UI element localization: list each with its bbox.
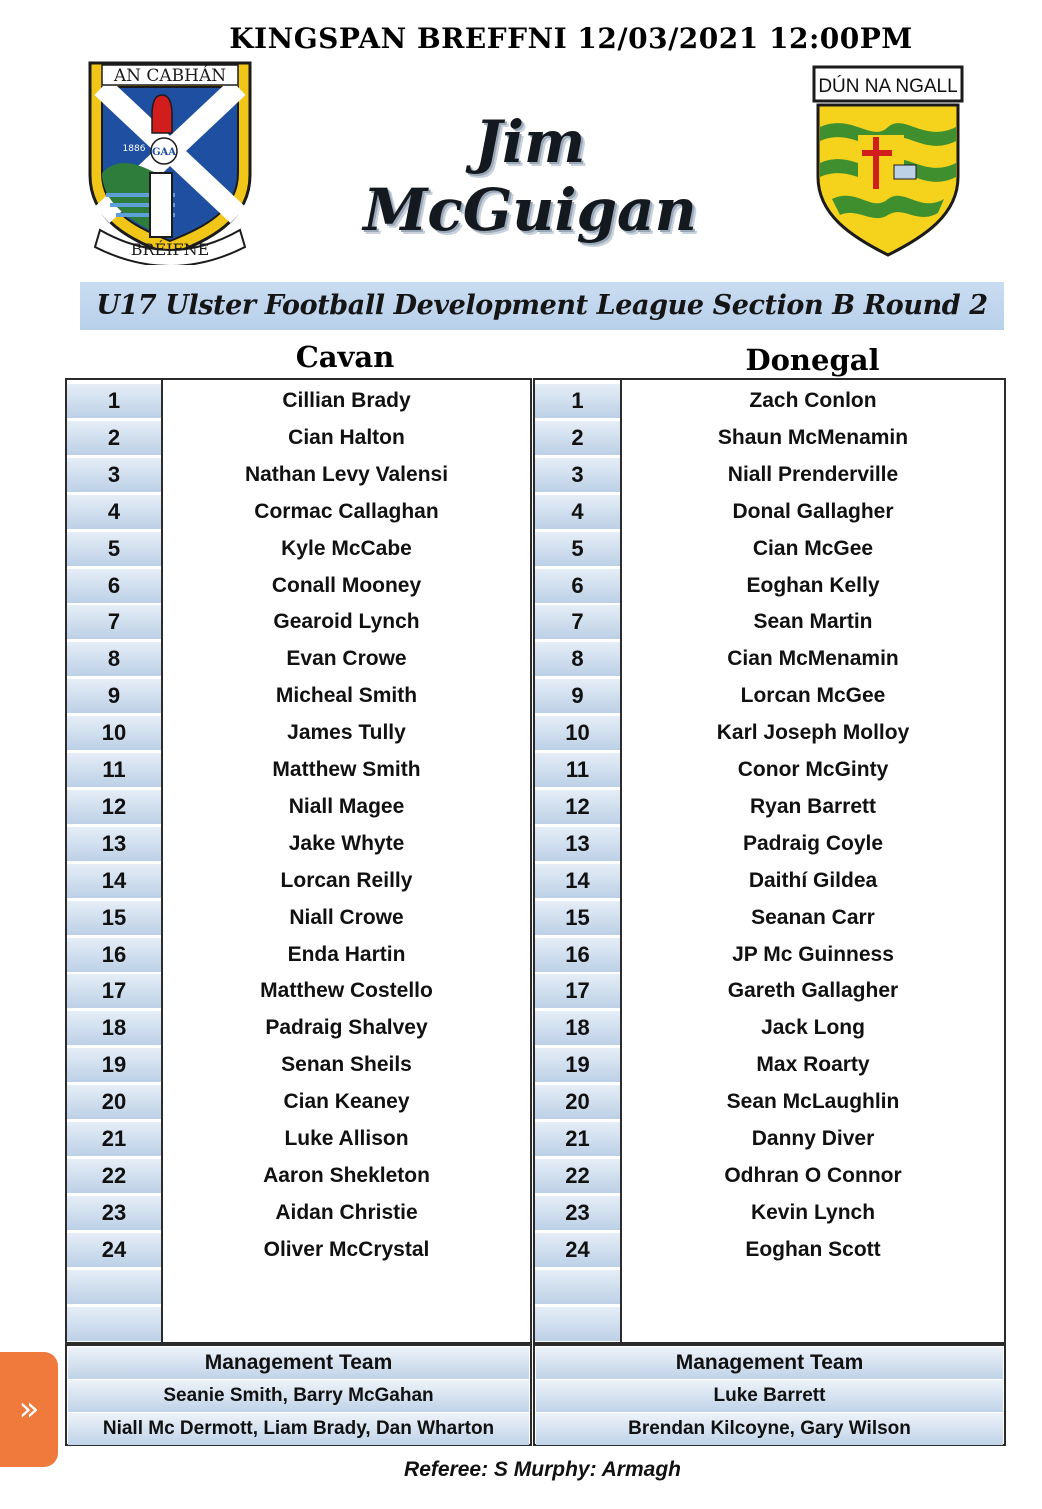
player-number: 9 bbox=[535, 679, 620, 713]
player-number: 24 bbox=[67, 1233, 161, 1267]
player-name: JP Mc Guinness bbox=[732, 942, 894, 966]
player-name: Gearoid Lynch bbox=[273, 610, 420, 634]
player-number: 2 bbox=[67, 421, 161, 455]
roster-left bbox=[65, 378, 532, 1344]
competition-title: U17 Ulster Football Development League Section B Round 2 bbox=[80, 282, 1004, 330]
player-number: 4 bbox=[535, 495, 620, 529]
player-number: 17 bbox=[67, 974, 161, 1008]
player-name: Aidan Christie bbox=[275, 1200, 418, 1224]
table-row bbox=[67, 458, 530, 495]
management-heading: Management Team bbox=[536, 1347, 1003, 1379]
player-name: Conall Mooney bbox=[271, 573, 422, 597]
double-chevron-right-icon[interactable]: » bbox=[0, 1352, 58, 1467]
table-row bbox=[67, 642, 530, 679]
player-number: 6 bbox=[535, 569, 620, 603]
player-number: 20 bbox=[535, 1085, 620, 1119]
player-number: 3 bbox=[67, 458, 161, 492]
table-row bbox=[535, 1011, 1004, 1048]
player-number: 10 bbox=[67, 716, 161, 750]
table-row bbox=[535, 569, 1004, 606]
table-row bbox=[535, 605, 1004, 642]
player-number: 11 bbox=[67, 753, 161, 787]
table-row bbox=[67, 1233, 530, 1270]
table-row bbox=[535, 532, 1004, 569]
event-name: Jim McGuigan bbox=[363, 108, 697, 244]
player-number: 21 bbox=[535, 1122, 620, 1156]
player-name: Cian McGee bbox=[752, 536, 874, 560]
player-name: Lorcan Reilly bbox=[280, 868, 413, 892]
management-heading: Management Team bbox=[68, 1347, 529, 1379]
cavan-crest-bottom-text: BRÉIFNE bbox=[130, 240, 210, 259]
player-number: 1 bbox=[67, 384, 161, 418]
table-row bbox=[535, 827, 1004, 864]
player-number bbox=[535, 1307, 620, 1341]
player-name: Matthew Costello bbox=[260, 979, 433, 1003]
player-number: 20 bbox=[67, 1085, 161, 1119]
management-line: Niall Mc Dermott, Liam Brady, Dan Wharton bbox=[68, 1413, 529, 1445]
table-row bbox=[67, 605, 530, 642]
table-row bbox=[535, 901, 1004, 938]
table-row bbox=[535, 384, 1004, 421]
management-line: Brendan Kilcoyne, Gary Wilson bbox=[536, 1413, 1003, 1445]
table-row bbox=[67, 421, 530, 458]
cavan-crest-top-text: AN CABHÁN bbox=[113, 66, 227, 86]
player-number: 11 bbox=[535, 753, 620, 787]
player-number: 10 bbox=[535, 716, 620, 750]
table-row bbox=[67, 790, 530, 827]
table-row bbox=[67, 1085, 530, 1122]
player-name: Ryan Barrett bbox=[749, 794, 877, 818]
player-number: 4 bbox=[67, 495, 161, 529]
player-number: 9 bbox=[67, 679, 161, 713]
player-name: Matthew Smith bbox=[272, 758, 421, 781]
player-number: 24 bbox=[535, 1233, 620, 1267]
table-row bbox=[67, 532, 530, 569]
player-name: Karl Joseph Molloy bbox=[716, 721, 910, 745]
player-number: 12 bbox=[535, 790, 620, 824]
player-number: 5 bbox=[535, 532, 620, 566]
player-number: 5 bbox=[67, 532, 161, 566]
player-name: Shaun McMenamin bbox=[717, 425, 909, 449]
player-name: Conor McGinty bbox=[737, 758, 889, 781]
player-number: 13 bbox=[535, 827, 620, 861]
table-row bbox=[535, 458, 1004, 495]
cavan-crest-icon bbox=[80, 55, 260, 265]
player-number: 8 bbox=[67, 642, 161, 676]
player-number: 21 bbox=[67, 1122, 161, 1156]
player-name: Luke Allison bbox=[284, 1127, 409, 1150]
player-number: 23 bbox=[67, 1196, 161, 1230]
player-number: 8 bbox=[535, 642, 620, 676]
table-row bbox=[67, 1011, 530, 1048]
player-number: 22 bbox=[535, 1159, 620, 1193]
player-name: Donal Gallagher bbox=[732, 499, 894, 523]
player-name: Sean McLaughlin bbox=[726, 1090, 900, 1114]
management-line: Luke Barrett bbox=[536, 1380, 1003, 1412]
player-name: Nathan Levy Valensi bbox=[244, 462, 449, 486]
team-name-left: Cavan bbox=[295, 340, 395, 374]
table-row bbox=[67, 864, 530, 901]
table-row bbox=[535, 1122, 1004, 1159]
player-name: Niall Magee bbox=[288, 794, 405, 818]
table-row bbox=[67, 938, 530, 975]
table-row bbox=[535, 1270, 1004, 1307]
player-name: Cian Halton bbox=[288, 425, 405, 449]
player-name: Evan Crowe bbox=[286, 647, 407, 671]
table-row bbox=[535, 495, 1004, 532]
table-row bbox=[67, 753, 530, 790]
table-row bbox=[67, 827, 530, 864]
table-row bbox=[67, 974, 530, 1011]
player-number: 22 bbox=[67, 1159, 161, 1193]
player-name: Micheal Smith bbox=[275, 684, 418, 708]
table-row bbox=[67, 901, 530, 938]
player-number: 14 bbox=[535, 864, 620, 898]
table-row bbox=[535, 1048, 1004, 1085]
player-number: 23 bbox=[535, 1196, 620, 1230]
table-row bbox=[67, 569, 530, 606]
player-number: 19 bbox=[67, 1048, 161, 1082]
table-row bbox=[67, 1196, 530, 1233]
management-line: Seanie Smith, Barry McGahan bbox=[68, 1380, 529, 1412]
player-name: Cormac Callaghan bbox=[254, 499, 439, 523]
player-number: 7 bbox=[67, 605, 161, 639]
player-name: Niall Crowe bbox=[289, 905, 404, 929]
cavan-crest-year: 1886 bbox=[122, 144, 146, 154]
table-row bbox=[67, 1122, 530, 1159]
player-name: Cian McMenamin bbox=[727, 647, 899, 671]
player-name: Kevin Lynch bbox=[750, 1200, 876, 1224]
management-right bbox=[533, 1344, 1006, 1446]
donegal-crest-top-text: DÚN NA NGALL bbox=[818, 76, 958, 97]
player-number: 16 bbox=[67, 938, 161, 972]
player-name: James Tully bbox=[287, 721, 406, 745]
player-number: 6 bbox=[67, 569, 161, 603]
table-row bbox=[67, 1270, 530, 1307]
table-row bbox=[535, 1307, 1004, 1344]
player-number bbox=[67, 1307, 161, 1341]
player-name: Senan Sheils bbox=[281, 1053, 412, 1077]
player-name: Padraig Coyle bbox=[742, 831, 884, 855]
player-name: Enda Hartin bbox=[287, 942, 406, 966]
player-name: Gareth Gallagher bbox=[727, 979, 899, 1003]
table-row bbox=[535, 1233, 1004, 1270]
player-number: 2 bbox=[535, 421, 620, 455]
table-row bbox=[67, 1048, 530, 1085]
table-row bbox=[535, 1159, 1004, 1196]
table-row bbox=[535, 1085, 1004, 1122]
venue-date-time: KINGSPAN BREFFNI 12/03/2021 12:00PM bbox=[229, 22, 913, 55]
referee-line: Referee: S Murphy: Armagh bbox=[404, 1458, 681, 1481]
table-row bbox=[535, 864, 1004, 901]
table-row bbox=[535, 938, 1004, 975]
player-number: 16 bbox=[535, 938, 620, 972]
player-name: Jake Whyte bbox=[288, 831, 405, 855]
player-name: Daithí Gildea bbox=[748, 868, 878, 892]
table-row bbox=[535, 974, 1004, 1011]
player-name: Kyle McCabe bbox=[281, 536, 412, 560]
player-name: Sean Martin bbox=[753, 610, 873, 634]
table-row bbox=[535, 753, 1004, 790]
player-number: 19 bbox=[535, 1048, 620, 1082]
player-number: 14 bbox=[67, 864, 161, 898]
table-row bbox=[67, 679, 530, 716]
player-name: Cillian Brady bbox=[282, 389, 411, 412]
player-number: 15 bbox=[67, 901, 161, 935]
table-row bbox=[535, 1196, 1004, 1233]
donegal-crest-icon bbox=[812, 65, 964, 260]
player-number: 12 bbox=[67, 790, 161, 824]
player-number bbox=[67, 1270, 161, 1304]
table-row bbox=[67, 1159, 530, 1196]
player-name: Lorcan McGee bbox=[740, 684, 886, 708]
player-number: 18 bbox=[67, 1011, 161, 1045]
player-name: Cian Keaney bbox=[283, 1090, 410, 1114]
player-number: 1 bbox=[535, 384, 620, 418]
table-row bbox=[535, 421, 1004, 458]
table-row bbox=[535, 642, 1004, 679]
player-number: 17 bbox=[535, 974, 620, 1008]
player-number: 18 bbox=[535, 1011, 620, 1045]
player-name: Seanan Carr bbox=[751, 905, 875, 929]
cavan-crest-mark: GAA bbox=[151, 147, 177, 158]
table-row bbox=[535, 790, 1004, 827]
management-left bbox=[65, 1344, 532, 1446]
table-row bbox=[535, 679, 1004, 716]
player-number bbox=[535, 1270, 620, 1304]
player-name: Niall Prenderville bbox=[727, 462, 899, 486]
roster-right bbox=[533, 378, 1006, 1344]
table-row bbox=[67, 716, 530, 753]
player-number: 7 bbox=[535, 605, 620, 639]
player-name: Danny Diver bbox=[751, 1127, 875, 1150]
player-name: Zach Conlon bbox=[749, 389, 877, 412]
player-name: Aaron Shekleton bbox=[263, 1163, 430, 1187]
player-name: Jack Long bbox=[761, 1016, 865, 1040]
table-row bbox=[67, 495, 530, 532]
table-row bbox=[67, 384, 530, 421]
player-name: Max Roarty bbox=[756, 1053, 870, 1077]
player-name: Oliver McCrystal bbox=[263, 1237, 430, 1261]
player-number: 15 bbox=[535, 901, 620, 935]
table-row bbox=[535, 716, 1004, 753]
player-name: Odhran O Connor bbox=[724, 1163, 902, 1187]
player-name: Eoghan Scott bbox=[745, 1237, 881, 1261]
player-name: Padraig Shalvey bbox=[265, 1016, 428, 1040]
table-row bbox=[67, 1307, 530, 1344]
player-number: 13 bbox=[67, 827, 161, 861]
player-number: 3 bbox=[535, 458, 620, 492]
player-name: Eoghan Kelly bbox=[746, 573, 880, 597]
team-name-right: Donegal bbox=[745, 343, 880, 377]
